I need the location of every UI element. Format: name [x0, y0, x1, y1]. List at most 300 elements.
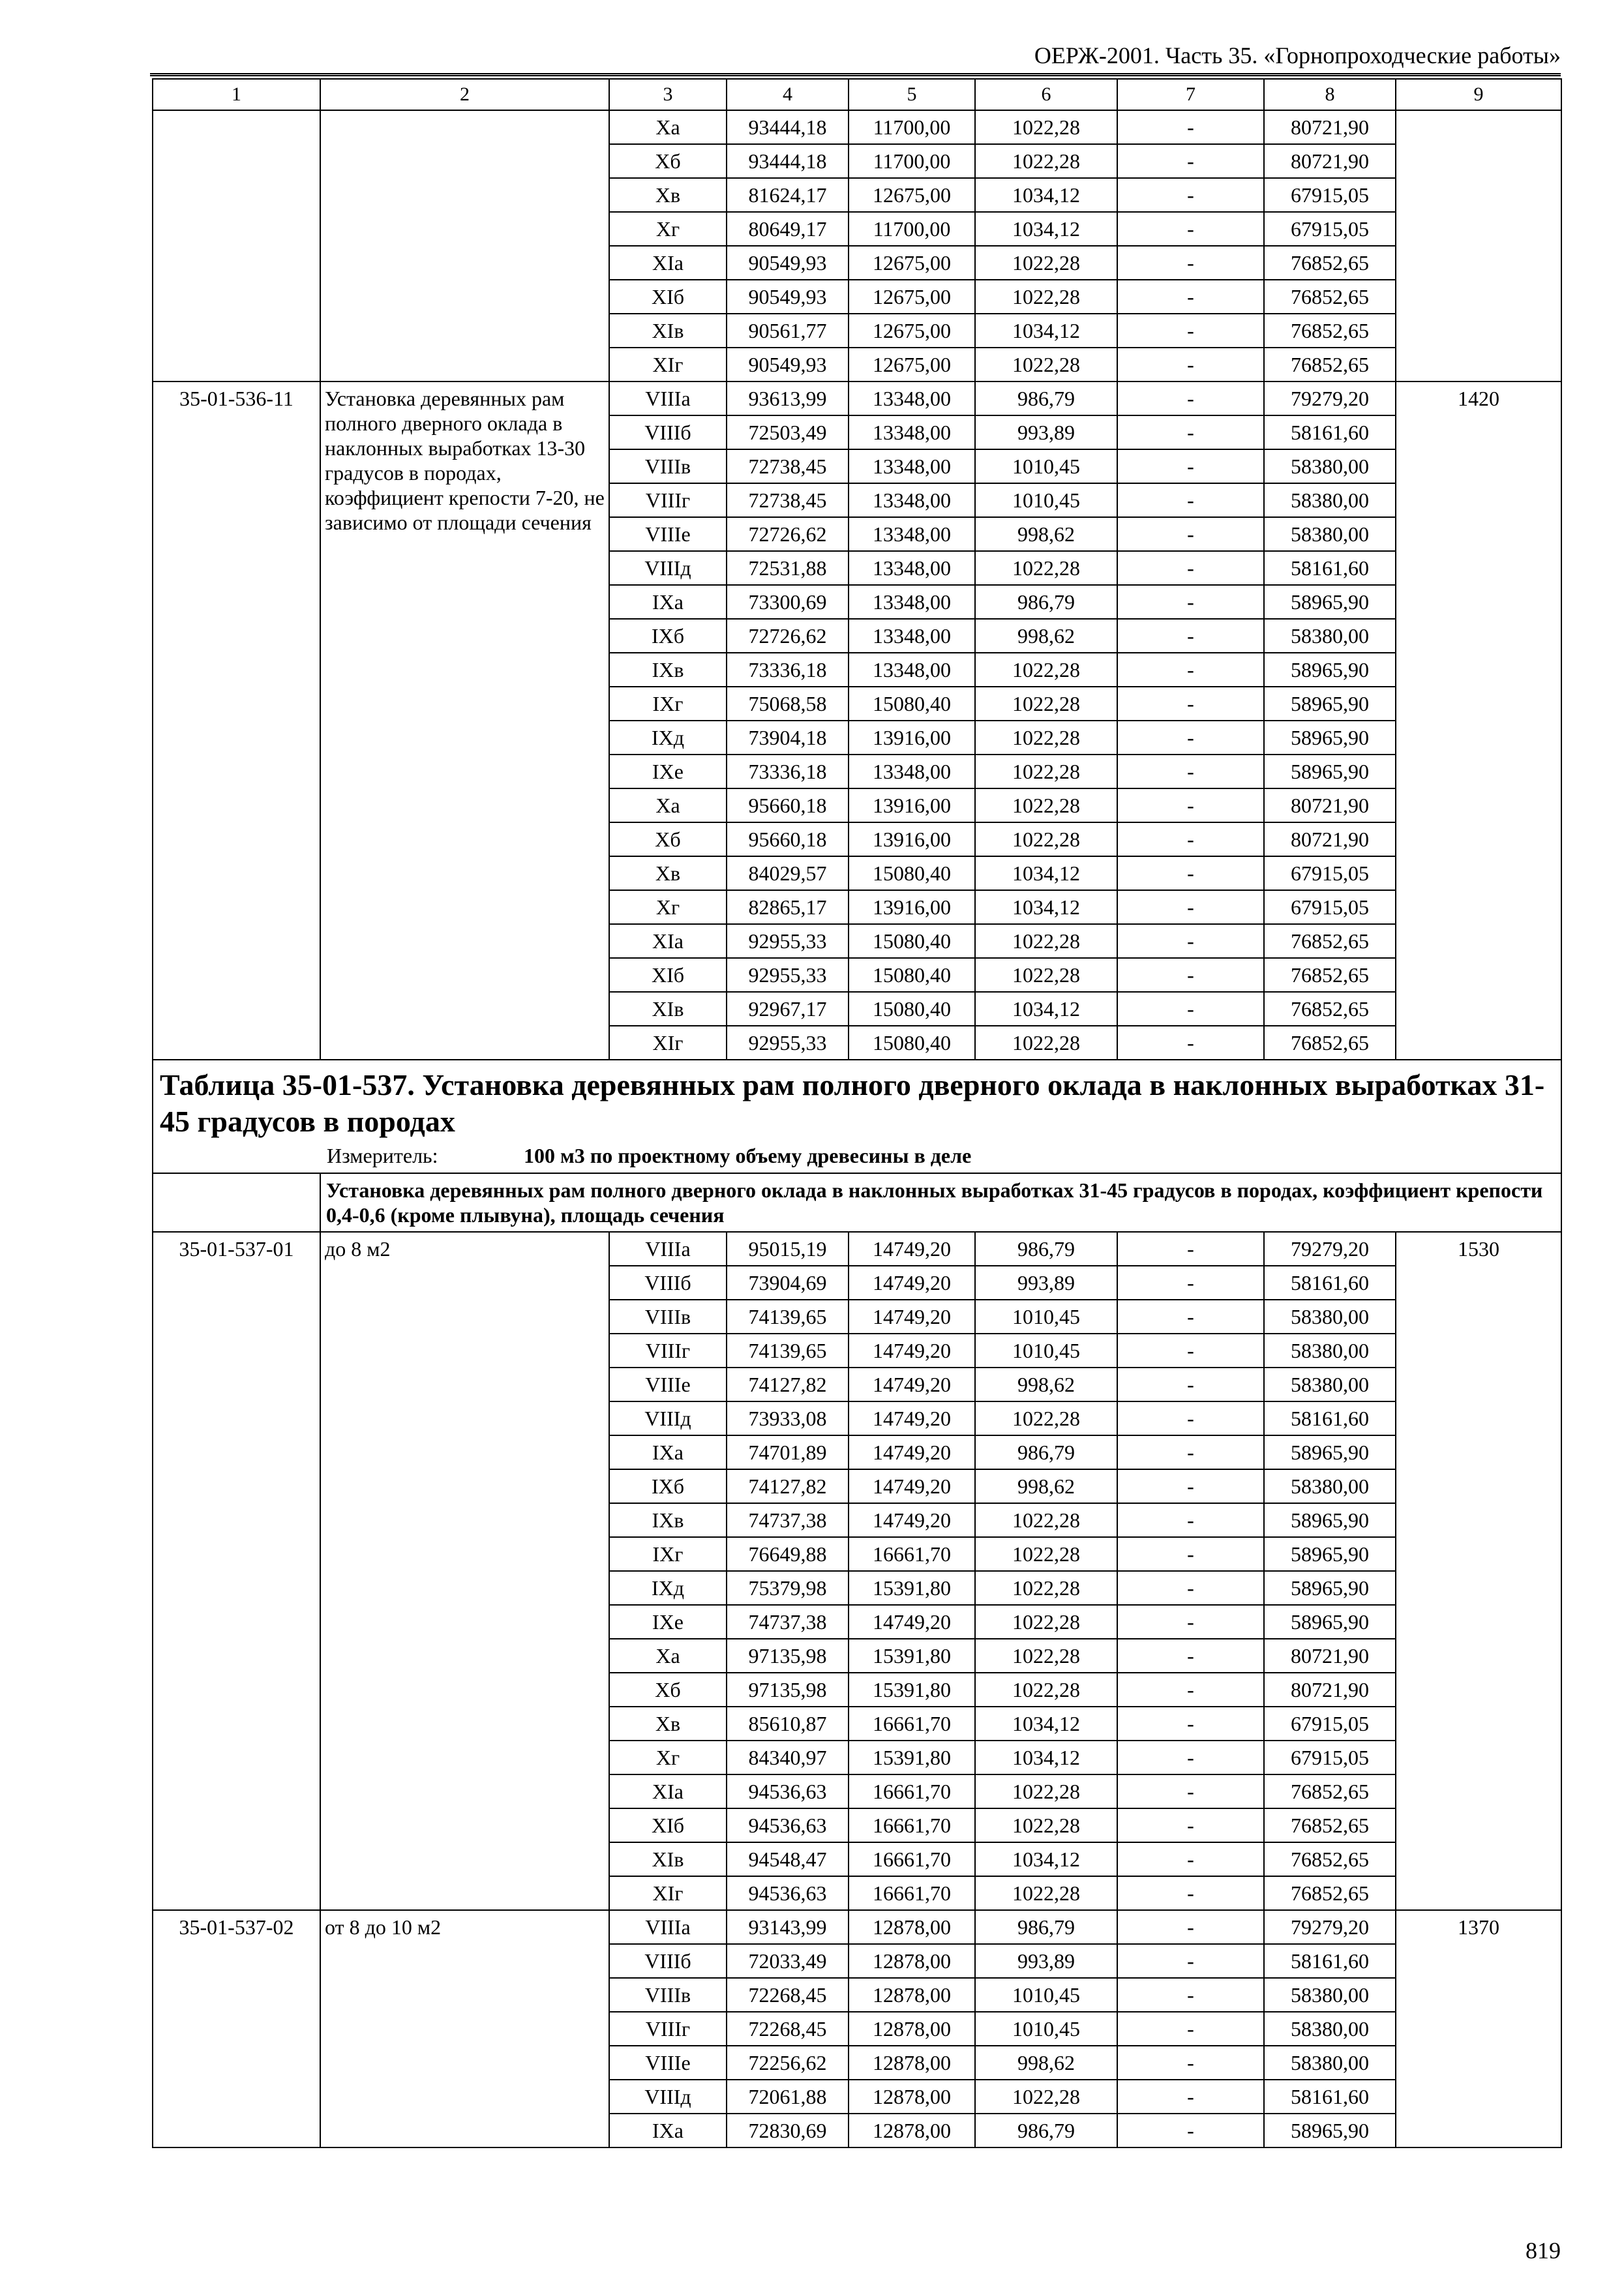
- labor-wages: 13916,00: [849, 721, 975, 755]
- material-costs: 58161,60: [1264, 1401, 1396, 1435]
- machine-costs: 1022,28: [975, 1673, 1117, 1707]
- work-description: [320, 110, 609, 382]
- machinist-wages: -: [1117, 958, 1264, 992]
- machine-costs: 1022,28: [975, 1537, 1117, 1571]
- labor-wages: 12878,00: [849, 2080, 975, 2114]
- material-costs: 58380,00: [1264, 619, 1396, 653]
- material-costs: 67915,05: [1264, 856, 1396, 890]
- machinist-wages: -: [1117, 653, 1264, 687]
- machinist-wages: -: [1117, 382, 1264, 415]
- work-description: до 8 м2: [320, 1232, 609, 1910]
- measure-label: Измеритель:: [327, 1144, 438, 1167]
- direct-costs: 74737,38: [727, 1503, 849, 1537]
- rock-category: Xв: [609, 856, 727, 890]
- labor-wages: 15391,80: [849, 1639, 975, 1673]
- rock-category: VIIIe: [609, 1368, 727, 1401]
- column-number: 9: [1396, 79, 1561, 110]
- direct-costs: 80649,17: [727, 212, 849, 246]
- labor-wages: 12675,00: [849, 178, 975, 212]
- rock-category: XIa: [609, 246, 727, 280]
- direct-costs: 76649,88: [727, 1537, 849, 1571]
- rates-table: [152, 78, 1562, 2148]
- machinist-wages: -: [1117, 1368, 1264, 1401]
- material-costs: 58161,60: [1264, 2080, 1396, 2114]
- rate-code: [153, 110, 320, 382]
- direct-costs: 95015,19: [727, 1232, 849, 1266]
- table-row: [153, 110, 1561, 144]
- machine-costs: 1022,28: [975, 924, 1117, 958]
- column-number: 4: [727, 79, 849, 110]
- direct-costs: 72503,49: [727, 415, 849, 449]
- rock-category: XIa: [609, 924, 727, 958]
- direct-costs: 85610,87: [727, 1707, 849, 1741]
- direct-costs: 94536,63: [727, 1808, 849, 1842]
- machinist-wages: -: [1117, 755, 1264, 788]
- direct-costs: 81624,17: [727, 178, 849, 212]
- machinist-wages: -: [1117, 788, 1264, 822]
- machinist-wages: -: [1117, 1978, 1264, 2012]
- material-costs: 76852,65: [1264, 314, 1396, 348]
- column-number: 5: [849, 79, 975, 110]
- direct-costs: 74139,65: [727, 1334, 849, 1368]
- machine-costs: 1034,12: [975, 212, 1117, 246]
- machinist-wages: -: [1117, 1673, 1264, 1707]
- rock-category: Xб: [609, 822, 727, 856]
- machinist-wages: -: [1117, 314, 1264, 348]
- labor-wages: 12878,00: [849, 1978, 975, 2012]
- rock-category: VIIIг: [609, 1334, 727, 1368]
- direct-costs: 72061,88: [727, 2080, 849, 2114]
- rock-category: Xб: [609, 144, 727, 178]
- machine-costs: 986,79: [975, 1435, 1117, 1469]
- direct-costs: 73904,18: [727, 721, 849, 755]
- direct-costs: 73904,69: [727, 1266, 849, 1300]
- labor-wages: 16661,70: [849, 1876, 975, 1910]
- material-costs: 76852,65: [1264, 280, 1396, 314]
- labor-wages: 14749,20: [849, 1334, 975, 1368]
- material-costs: 76852,65: [1264, 1808, 1396, 1842]
- material-costs: 67915,05: [1264, 212, 1396, 246]
- material-costs: 58380,00: [1264, 1334, 1396, 1368]
- rock-category: XIб: [609, 958, 727, 992]
- direct-costs: 92955,33: [727, 924, 849, 958]
- machine-costs: 1022,28: [975, 1401, 1117, 1435]
- column-number: 7: [1117, 79, 1264, 110]
- machinist-wages: -: [1117, 992, 1264, 1026]
- machine-costs: 986,79: [975, 2114, 1117, 2147]
- labor-wages: 14749,20: [849, 1300, 975, 1334]
- material-costs: 58161,60: [1264, 1266, 1396, 1300]
- labor-wages: 13348,00: [849, 585, 975, 619]
- labor-rate: 1420: [1396, 382, 1561, 1060]
- material-costs: 76852,65: [1264, 1026, 1396, 1060]
- machine-costs: 1022,28: [975, 1503, 1117, 1537]
- rock-category: XIa: [609, 1774, 727, 1808]
- machine-costs: 1010,45: [975, 449, 1117, 483]
- direct-costs: 73336,18: [727, 755, 849, 788]
- rock-category: Xв: [609, 178, 727, 212]
- machine-costs: 1034,12: [975, 890, 1117, 924]
- machinist-wages: -: [1117, 2114, 1264, 2147]
- machine-costs: 1022,28: [975, 822, 1117, 856]
- machine-costs: 998,62: [975, 1469, 1117, 1503]
- direct-costs: 73933,08: [727, 1401, 849, 1435]
- labor-wages: 12878,00: [849, 1944, 975, 1978]
- machinist-wages: -: [1117, 1707, 1264, 1741]
- labor-wages: 13348,00: [849, 551, 975, 585]
- material-costs: 80721,90: [1264, 144, 1396, 178]
- section-subheader: Установка деревянных рам полного дверного оклада в наклонных выработках 31-45 градусов в породах, коэффициент крепости 0,4-0,6 (кроме плывуна), площадь сечения: [320, 1173, 1561, 1232]
- rock-category: VIIIe: [609, 2046, 727, 2080]
- machinist-wages: -: [1117, 517, 1264, 551]
- labor-wages: 13916,00: [849, 890, 975, 924]
- material-costs: 76852,65: [1264, 992, 1396, 1026]
- material-costs: 79279,20: [1264, 382, 1396, 415]
- machinist-wages: -: [1117, 246, 1264, 280]
- direct-costs: 90549,93: [727, 280, 849, 314]
- rock-category: XIв: [609, 1842, 727, 1876]
- labor-rate: [1396, 110, 1561, 382]
- rock-category: XIг: [609, 1026, 727, 1060]
- machine-costs: 986,79: [975, 382, 1117, 415]
- labor-wages: 13348,00: [849, 483, 975, 517]
- labor-wages: 14749,20: [849, 1435, 975, 1469]
- machinist-wages: -: [1117, 1605, 1264, 1639]
- machinist-wages: -: [1117, 1435, 1264, 1469]
- machine-costs: 1022,28: [975, 1774, 1117, 1808]
- rock-category: VIIIa: [609, 1232, 727, 1266]
- table-row: [153, 1910, 1561, 1944]
- machinist-wages: -: [1117, 110, 1264, 144]
- machine-costs: 1010,45: [975, 1300, 1117, 1334]
- machinist-wages: -: [1117, 1571, 1264, 1605]
- direct-costs: 84029,57: [727, 856, 849, 890]
- machine-costs: 1022,28: [975, 1571, 1117, 1605]
- material-costs: 58380,00: [1264, 1978, 1396, 2012]
- labor-wages: 16661,70: [849, 1537, 975, 1571]
- labor-wages: 15391,80: [849, 1741, 975, 1774]
- machine-costs: 1010,45: [975, 1978, 1117, 2012]
- direct-costs: 94548,47: [727, 1842, 849, 1876]
- work-description: Установка деревянных рам полного дверного оклада в наклонных выработках 13-30 градусов в породах, коэффициент крепости 7-20, не зависимо от площади сечения: [320, 382, 609, 1060]
- machinist-wages: -: [1117, 890, 1264, 924]
- direct-costs: 93143,99: [727, 1910, 849, 1944]
- direct-costs: 75379,98: [727, 1571, 849, 1605]
- material-costs: 79279,20: [1264, 1232, 1396, 1266]
- material-costs: 58965,90: [1264, 755, 1396, 788]
- direct-costs: 73336,18: [727, 653, 849, 687]
- rock-category: XIв: [609, 314, 727, 348]
- direct-costs: 90549,93: [727, 246, 849, 280]
- rock-category: VIIIa: [609, 1910, 727, 1944]
- labor-wages: 12675,00: [849, 314, 975, 348]
- rock-category: Xa: [609, 110, 727, 144]
- material-costs: 58161,60: [1264, 415, 1396, 449]
- rock-category: Xa: [609, 788, 727, 822]
- labor-wages: 14749,20: [849, 1503, 975, 1537]
- direct-costs: 72738,45: [727, 483, 849, 517]
- labor-wages: 13348,00: [849, 653, 975, 687]
- machinist-wages: -: [1117, 2046, 1264, 2080]
- machinist-wages: -: [1117, 856, 1264, 890]
- machinist-wages: -: [1117, 483, 1264, 517]
- rate-code: 35-01-537-01: [153, 1232, 320, 1910]
- direct-costs: 72033,49: [727, 1944, 849, 1978]
- machine-costs: 1022,28: [975, 1639, 1117, 1673]
- rock-category: Xг: [609, 890, 727, 924]
- machine-costs: 998,62: [975, 619, 1117, 653]
- machinist-wages: -: [1117, 178, 1264, 212]
- machine-costs: 1022,28: [975, 144, 1117, 178]
- labor-wages: 12675,00: [849, 348, 975, 382]
- labor-wages: 14749,20: [849, 1401, 975, 1435]
- material-costs: 58380,00: [1264, 2012, 1396, 2046]
- machine-costs: 993,89: [975, 1266, 1117, 1300]
- material-costs: 58965,90: [1264, 585, 1396, 619]
- material-costs: 58965,90: [1264, 653, 1396, 687]
- rock-category: XIг: [609, 1876, 727, 1910]
- machinist-wages: -: [1117, 1944, 1264, 1978]
- direct-costs: 90561,77: [727, 314, 849, 348]
- direct-costs: 94536,63: [727, 1876, 849, 1910]
- table-row: [153, 1232, 1561, 1266]
- material-costs: 80721,90: [1264, 1673, 1396, 1707]
- labor-wages: 14749,20: [849, 1605, 975, 1639]
- labor-wages: 12878,00: [849, 1910, 975, 1944]
- rock-category: IXe: [609, 755, 727, 788]
- rock-category: IXг: [609, 1537, 727, 1571]
- labor-wages: 15080,40: [849, 687, 975, 721]
- rock-category: VIIIa: [609, 382, 727, 415]
- machinist-wages: -: [1117, 1300, 1264, 1334]
- machine-costs: 998,62: [975, 2046, 1117, 2080]
- machinist-wages: -: [1117, 1842, 1264, 1876]
- table-title-cell: [153, 1060, 1561, 1173]
- rock-category: Xг: [609, 212, 727, 246]
- material-costs: 67915,05: [1264, 1707, 1396, 1741]
- machinist-wages: -: [1117, 2012, 1264, 2046]
- machine-costs: 1010,45: [975, 2012, 1117, 2046]
- labor-wages: 11700,00: [849, 110, 975, 144]
- material-costs: 58965,90: [1264, 1503, 1396, 1537]
- material-costs: 58965,90: [1264, 687, 1396, 721]
- labor-wages: 13348,00: [849, 755, 975, 788]
- document-title: ОЕРЖ-2001. Часть 35. «Горнопроходческие работы»: [1034, 42, 1561, 68]
- page-number: 819: [1526, 2237, 1561, 2264]
- direct-costs: 93613,99: [727, 382, 849, 415]
- rock-category: IXв: [609, 1503, 727, 1537]
- material-costs: 58380,00: [1264, 449, 1396, 483]
- machine-costs: 1022,28: [975, 788, 1117, 822]
- machinist-wages: -: [1117, 924, 1264, 958]
- labor-wages: 12675,00: [849, 246, 975, 280]
- rock-category: XIв: [609, 992, 727, 1026]
- machinist-wages: -: [1117, 822, 1264, 856]
- material-costs: 79279,20: [1264, 1910, 1396, 1944]
- machine-costs: 1022,28: [975, 958, 1117, 992]
- direct-costs: 82865,17: [727, 890, 849, 924]
- machinist-wages: -: [1117, 1639, 1264, 1673]
- rates-table-body: [153, 79, 1561, 2147]
- labor-wages: 14749,20: [849, 1368, 975, 1401]
- machine-costs: 1022,28: [975, 2080, 1117, 2114]
- rock-category: Xб: [609, 1673, 727, 1707]
- material-costs: 80721,90: [1264, 788, 1396, 822]
- subheader-row: [153, 1173, 1561, 1232]
- machine-costs: 998,62: [975, 1368, 1117, 1401]
- material-costs: 58380,00: [1264, 1300, 1396, 1334]
- labor-wages: 16661,70: [849, 1774, 975, 1808]
- machine-costs: 1034,12: [975, 178, 1117, 212]
- direct-costs: 74127,82: [727, 1368, 849, 1401]
- material-costs: 76852,65: [1264, 958, 1396, 992]
- machinist-wages: -: [1117, 721, 1264, 755]
- material-costs: 67915,05: [1264, 178, 1396, 212]
- labor-wages: 14749,20: [849, 1469, 975, 1503]
- direct-costs: 94536,63: [727, 1774, 849, 1808]
- machine-costs: 1022,28: [975, 721, 1117, 755]
- machinist-wages: -: [1117, 1401, 1264, 1435]
- table-row: [153, 382, 1561, 415]
- machinist-wages: -: [1117, 144, 1264, 178]
- direct-costs: 93444,18: [727, 110, 849, 144]
- rock-category: VIIIe: [609, 517, 727, 551]
- material-costs: 58380,00: [1264, 1368, 1396, 1401]
- machine-costs: 986,79: [975, 1910, 1117, 1944]
- direct-costs: 74701,89: [727, 1435, 849, 1469]
- machinist-wages: -: [1117, 1266, 1264, 1300]
- material-costs: 58965,90: [1264, 1435, 1396, 1469]
- material-costs: 76852,65: [1264, 246, 1396, 280]
- rock-category: IXa: [609, 2114, 727, 2147]
- rock-category: VIIIв: [609, 449, 727, 483]
- rock-category: Xг: [609, 1741, 727, 1774]
- rock-category: VIIIв: [609, 1978, 727, 2012]
- direct-costs: 74127,82: [727, 1469, 849, 1503]
- machinist-wages: -: [1117, 551, 1264, 585]
- labor-wages: 16661,70: [849, 1808, 975, 1842]
- machine-costs: 1022,28: [975, 687, 1117, 721]
- direct-costs: 74737,38: [727, 1605, 849, 1639]
- rock-category: IXд: [609, 1571, 727, 1605]
- machinist-wages: -: [1117, 1910, 1264, 1944]
- machinist-wages: -: [1117, 1808, 1264, 1842]
- machine-costs: 1022,28: [975, 1808, 1117, 1842]
- labor-wages: 11700,00: [849, 144, 975, 178]
- direct-costs: 90549,93: [727, 348, 849, 382]
- machine-costs: 1034,12: [975, 314, 1117, 348]
- rock-category: Xв: [609, 1707, 727, 1741]
- rock-category: XIб: [609, 1808, 727, 1842]
- machine-costs: 986,79: [975, 585, 1117, 619]
- subheader-spacer: [153, 1173, 320, 1232]
- rock-category: VIIIг: [609, 483, 727, 517]
- labor-wages: 15080,40: [849, 856, 975, 890]
- material-costs: 67915,05: [1264, 890, 1396, 924]
- rock-category: IXв: [609, 653, 727, 687]
- labor-wages: 15391,80: [849, 1673, 975, 1707]
- labor-wages: 14749,20: [849, 1232, 975, 1266]
- material-costs: 67915,05: [1264, 1741, 1396, 1774]
- column-number: 2: [320, 79, 609, 110]
- machinist-wages: -: [1117, 348, 1264, 382]
- direct-costs: 72738,45: [727, 449, 849, 483]
- material-costs: 76852,65: [1264, 924, 1396, 958]
- rock-category: VIIIд: [609, 2080, 727, 2114]
- direct-costs: 72531,88: [727, 551, 849, 585]
- material-costs: 58161,60: [1264, 551, 1396, 585]
- rock-category: VIIIб: [609, 1266, 727, 1300]
- rock-category: IXa: [609, 585, 727, 619]
- direct-costs: 97135,98: [727, 1673, 849, 1707]
- rock-category: VIIIб: [609, 1944, 727, 1978]
- rate-code: 35-01-536-11: [153, 382, 320, 1060]
- labor-wages: 13916,00: [849, 788, 975, 822]
- machine-costs: 986,79: [975, 1232, 1117, 1266]
- material-costs: 58380,00: [1264, 483, 1396, 517]
- direct-costs: 92967,17: [727, 992, 849, 1026]
- material-costs: 76852,65: [1264, 1774, 1396, 1808]
- labor-wages: 16661,70: [849, 1842, 975, 1876]
- material-costs: 58380,00: [1264, 517, 1396, 551]
- labor-rate: 1370: [1396, 1910, 1561, 2147]
- rock-category: XIб: [609, 280, 727, 314]
- machinist-wages: -: [1117, 585, 1264, 619]
- rock-category: VIIIг: [609, 2012, 727, 2046]
- material-costs: 58380,00: [1264, 2046, 1396, 2080]
- material-costs: 58380,00: [1264, 1469, 1396, 1503]
- machine-costs: 1034,12: [975, 856, 1117, 890]
- machine-costs: 1010,45: [975, 483, 1117, 517]
- labor-wages: 15080,40: [849, 924, 975, 958]
- material-costs: 76852,65: [1264, 1876, 1396, 1910]
- material-costs: 58161,60: [1264, 1944, 1396, 1978]
- labor-wages: 14749,20: [849, 1266, 975, 1300]
- machinist-wages: -: [1117, 280, 1264, 314]
- measure-line: [160, 1143, 1554, 1169]
- rock-category: IXa: [609, 1435, 727, 1469]
- machine-costs: 998,62: [975, 517, 1117, 551]
- material-costs: 76852,65: [1264, 348, 1396, 382]
- machine-costs: 1022,28: [975, 1605, 1117, 1639]
- direct-costs: 93444,18: [727, 144, 849, 178]
- labor-wages: 15080,40: [849, 992, 975, 1026]
- machinist-wages: -: [1117, 619, 1264, 653]
- material-costs: 58965,90: [1264, 1537, 1396, 1571]
- labor-wages: 12675,00: [849, 280, 975, 314]
- machine-costs: 1034,12: [975, 1707, 1117, 1741]
- direct-costs: 95660,18: [727, 788, 849, 822]
- machine-costs: 1022,28: [975, 1876, 1117, 1910]
- labor-wages: 13348,00: [849, 449, 975, 483]
- machinist-wages: -: [1117, 2080, 1264, 2114]
- material-costs: 80721,90: [1264, 822, 1396, 856]
- labor-rate: 1530: [1396, 1232, 1561, 1910]
- machine-costs: 1022,28: [975, 755, 1117, 788]
- labor-wages: 13916,00: [849, 822, 975, 856]
- direct-costs: 72256,62: [727, 2046, 849, 2080]
- direct-costs: 72268,45: [727, 2012, 849, 2046]
- material-costs: 58965,90: [1264, 721, 1396, 755]
- column-number: 6: [975, 79, 1117, 110]
- machine-costs: 1022,28: [975, 551, 1117, 585]
- direct-costs: 73300,69: [727, 585, 849, 619]
- column-number: 3: [609, 79, 727, 110]
- machinist-wages: -: [1117, 1334, 1264, 1368]
- machine-costs: 1034,12: [975, 1842, 1117, 1876]
- rock-category: VIIIд: [609, 551, 727, 585]
- rock-category: IXб: [609, 1469, 727, 1503]
